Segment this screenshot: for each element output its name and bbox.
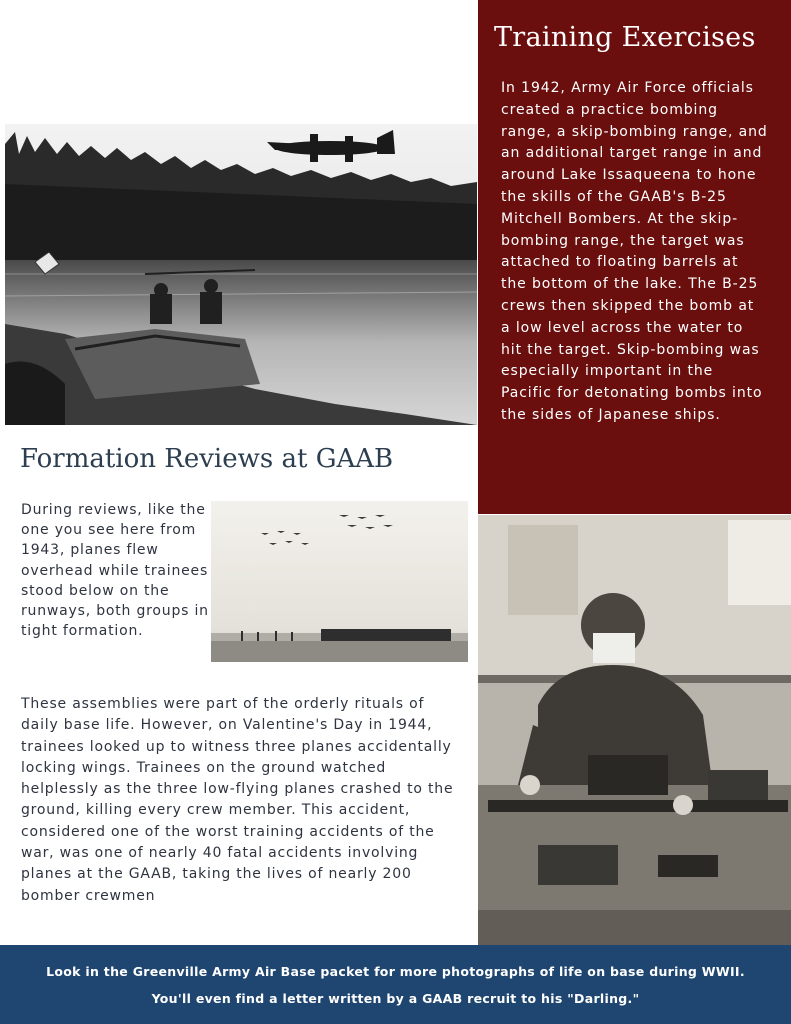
training-title: Training Exercises xyxy=(494,22,756,53)
formation-title: Formation Reviews at GAAB xyxy=(20,444,394,474)
training-exercises-panel xyxy=(478,0,791,514)
formation-paragraph-1: During reviews, like the one you see here from 1943, planes flew overhead while trainees stood below on the runways, both groups in tight formation. xyxy=(21,502,209,640)
trainee-gun-photo xyxy=(478,515,791,945)
lake-bomber-photo xyxy=(5,124,477,425)
footer-banner xyxy=(0,945,791,1024)
formation-review-photo xyxy=(211,501,468,662)
formation-paragraph-2: These assemblies were part of the orderly rituals of daily base life. However, on Valentine's Day in 1944, trainees looked up to witness three planes accidentally locking wings. Trainees on the ground watched helplessly as the three low-flying planes crashed to the ground, killing every crew member. This accident, considered one of the worst training accidents of the war, was one of nearly 40 fatal accidents involving planes at the GAAB, taking the lives of nearly 200 bomber crewmen xyxy=(21,696,454,904)
footer-line-1: Look in the Greenville Army Air Base packet for more photographs of life on base during WWII. xyxy=(46,964,745,979)
training-body: In 1942, Army Air Force officials created a practice bombing range, a skip-bombing range, and an additional target range in and around Lake Issaqueena to hone the skills of the GAAB's B-25 Mitchell Bombers. At the skip-bombing range, the target was attached to floating barrels at the bottom of the lake. The B-25 crews then skipped the bomb at a low level across the water to hit the target. Skip-bombing was especially important in the Pacific for detonating bombs into the sides of Japanese ships. xyxy=(501,80,768,423)
footer-line-2: You'll even find a letter written by a GAAB recruit to his "Darling." xyxy=(151,991,640,1006)
